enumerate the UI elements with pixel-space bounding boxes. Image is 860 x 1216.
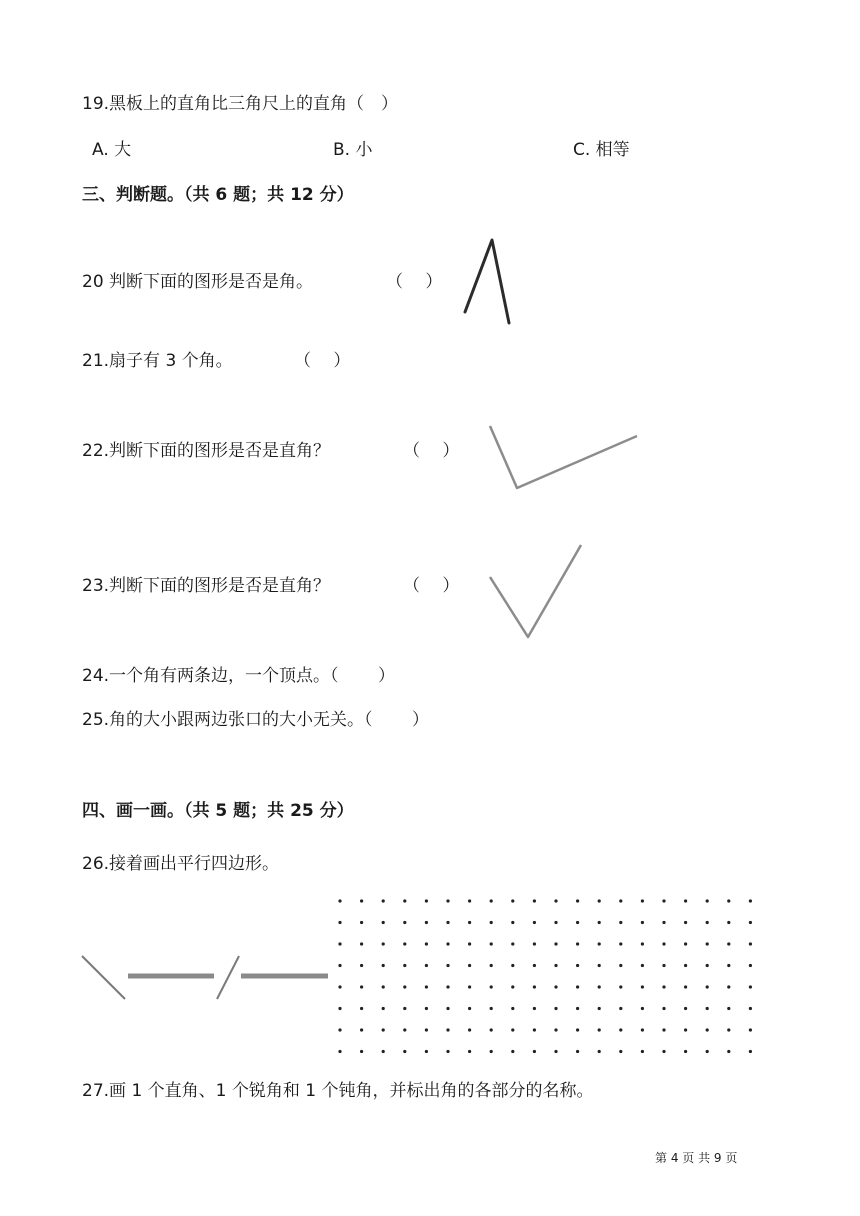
grid-dot (684, 964, 687, 967)
grid-dot (382, 899, 385, 902)
grid-dot (727, 899, 730, 902)
grid-dot (533, 942, 536, 945)
grid-dot (338, 1007, 341, 1010)
grid-dot (360, 921, 363, 924)
grid-dot (684, 921, 687, 924)
question-26-text: 26.接着画出平行四边形。 (82, 854, 280, 874)
grid-dot (619, 964, 622, 967)
grid-dot (403, 1028, 406, 1031)
grid-dot (338, 899, 341, 902)
grid-dot (338, 942, 341, 945)
grid-dot (511, 942, 514, 945)
grid-dot (684, 1028, 687, 1031)
question-23-angle-figure (480, 535, 595, 647)
grid-dot (662, 899, 665, 902)
question-19-text: 19.黑板上的直角比三角尺上的直角（ ） (82, 94, 399, 114)
question-22-text: 22.判断下面的图形是否是直角？ (82, 441, 331, 461)
grid-dot (511, 1050, 514, 1053)
grid-dot (576, 942, 579, 945)
grid-dot (425, 985, 428, 988)
grid-dot (533, 1050, 536, 1053)
question-22-answer-blank[interactable]: （ ） (403, 441, 460, 461)
grid-dot (619, 1007, 622, 1010)
grid-dot (641, 899, 644, 902)
grid-dot (425, 964, 428, 967)
grid-dot (598, 985, 601, 988)
question-21-answer-blank[interactable]: （ ） (294, 351, 351, 371)
grid-dot (338, 985, 341, 988)
grid-dot (382, 1050, 385, 1053)
grid-dot (727, 942, 730, 945)
grid-dot (403, 921, 406, 924)
grid-dot (727, 1028, 730, 1031)
question-24-text: 24.一个角有两条边，一个顶点。（ ） (82, 666, 395, 686)
grid-dot (468, 1028, 471, 1031)
grid-dot (382, 1028, 385, 1031)
grid-dot (706, 921, 709, 924)
option-c[interactable]: C. 相等 (573, 140, 630, 160)
page-number-footer: 第 4 页 共 9 页 (655, 1151, 738, 1165)
grid-dot (576, 1050, 579, 1053)
grid-dot (511, 1028, 514, 1031)
grid-dot (490, 899, 493, 902)
grid-dot (490, 985, 493, 988)
grid-dot (749, 1007, 752, 1010)
grid-dot (684, 942, 687, 945)
question-21-text: 21.扇子有 3 个角。 (82, 351, 233, 371)
grid-dot (619, 942, 622, 945)
grid-dot (706, 964, 709, 967)
grid-dot (446, 921, 449, 924)
grid-dot (749, 942, 752, 945)
grid-dot (749, 985, 752, 988)
grid-dot (338, 964, 341, 967)
grid-dot (446, 985, 449, 988)
question-23-text: 23.判断下面的图形是否是直角？ (82, 576, 331, 596)
question-20-answer-blank[interactable]: （ ） (386, 272, 443, 292)
grid-dot (360, 899, 363, 902)
grid-dot (662, 964, 665, 967)
grid-dot (468, 942, 471, 945)
grid-dot (511, 1007, 514, 1010)
grid-dot (727, 1050, 730, 1053)
grid-dot (684, 1050, 687, 1053)
question-27-text: 27.画 1 个直角、1 个锐角和 1 个钝角，并标出角的各部分的名称。 (82, 1081, 594, 1101)
grid-dot (446, 964, 449, 967)
grid-dot (490, 1050, 493, 1053)
question-22-angle-figure (480, 418, 650, 503)
grid-dot (554, 942, 557, 945)
grid-dot (554, 899, 557, 902)
question-23-answer-blank[interactable]: （ ） (403, 576, 460, 596)
grid-dot (446, 899, 449, 902)
grid-dot (598, 942, 601, 945)
grid-dot (468, 1050, 471, 1053)
grid-dot (360, 964, 363, 967)
grid-dot (554, 1050, 557, 1053)
grid-dot (446, 1050, 449, 1053)
grid-dot (598, 1050, 601, 1053)
question-25-text: 25.角的大小跟两边张口的大小无关。（ ） (82, 710, 429, 730)
grid-dot (511, 964, 514, 967)
grid-dot (749, 964, 752, 967)
grid-dot (576, 985, 579, 988)
grid-dot (425, 1028, 428, 1031)
grid-dot (554, 964, 557, 967)
grid-dot (533, 921, 536, 924)
grid-dot (598, 921, 601, 924)
grid-dot (403, 964, 406, 967)
grid-dot (468, 921, 471, 924)
grid-dot (468, 899, 471, 902)
grid-dot (706, 899, 709, 902)
grid-dot (598, 1028, 601, 1031)
grid-dot (511, 921, 514, 924)
grid-dot (490, 964, 493, 967)
grid-dot (576, 899, 579, 902)
grid-dot (662, 1007, 665, 1010)
grid-dot (554, 921, 557, 924)
grid-dot (533, 899, 536, 902)
grid-dot (490, 942, 493, 945)
grid-dot (619, 899, 622, 902)
grid-dot (468, 985, 471, 988)
grid-dot (446, 1007, 449, 1010)
grid-dot (641, 1050, 644, 1053)
grid-dot (641, 985, 644, 988)
grid-dot (727, 921, 730, 924)
section-3-heading: 三、判断题。（共 6 题；共 12 分） (82, 185, 354, 205)
grid-dot (425, 899, 428, 902)
grid-dot (641, 964, 644, 967)
grid-dot (403, 1050, 406, 1053)
grid-dot (619, 985, 622, 988)
grid-dot (684, 985, 687, 988)
grid-dot (425, 921, 428, 924)
grid-dot (706, 985, 709, 988)
grid-dot (727, 985, 730, 988)
grid-dot (382, 985, 385, 988)
grid-dot (425, 1050, 428, 1053)
grid-dot (403, 942, 406, 945)
grid-dot (533, 964, 536, 967)
grid-dot (360, 942, 363, 945)
grid-dot (749, 1050, 752, 1053)
grid-dot (490, 1028, 493, 1031)
grid-dot (576, 964, 579, 967)
grid-dot (382, 942, 385, 945)
grid-dot (382, 964, 385, 967)
grid-dot (576, 1007, 579, 1010)
grid-dot (360, 1007, 363, 1010)
grid-dot (576, 1028, 579, 1031)
question-20-text: 20 判断下面的图形是否是角。 (82, 272, 314, 292)
grid-dot (727, 1007, 730, 1010)
grid-dot (727, 964, 730, 967)
grid-dot (554, 1028, 557, 1031)
grid-dot (662, 1050, 665, 1053)
grid-dot (403, 899, 406, 902)
question-20-angle-figure (455, 232, 525, 332)
grid-dot (490, 921, 493, 924)
grid-dot (662, 1028, 665, 1031)
grid-dot (749, 1028, 752, 1031)
grid-dot (533, 1007, 536, 1010)
grid-dot (598, 1007, 601, 1010)
grid-dot (511, 899, 514, 902)
option-a[interactable]: A. 大 (92, 140, 132, 160)
grid-dot (641, 921, 644, 924)
grid-dot (382, 1007, 385, 1010)
grid-dot (641, 1007, 644, 1010)
option-b[interactable]: B. 小 (333, 140, 373, 160)
grid-dot (425, 1007, 428, 1010)
grid-dot (619, 1050, 622, 1053)
grid-dot (749, 899, 752, 902)
grid-dot (360, 1050, 363, 1053)
grid-dot (468, 1007, 471, 1010)
grid-dot (641, 1028, 644, 1031)
grid-dot (533, 1028, 536, 1031)
grid-dot (360, 1028, 363, 1031)
grid-dot (706, 1028, 709, 1031)
grid-dot (338, 1028, 341, 1031)
grid-dot (338, 1050, 341, 1053)
grid-dot (684, 1007, 687, 1010)
grid-dot (554, 1007, 557, 1010)
grid-dot (706, 1050, 709, 1053)
grid-dot (662, 921, 665, 924)
grid-dot (619, 1028, 622, 1031)
grid-dot (598, 964, 601, 967)
grid-dot (338, 921, 341, 924)
grid-dot (706, 1007, 709, 1010)
grid-dot (425, 942, 428, 945)
grid-dot (403, 1007, 406, 1010)
grid-dot (554, 985, 557, 988)
grid-dot (662, 985, 665, 988)
section-4-heading: 四、画一画。（共 5 题；共 25 分） (82, 801, 354, 821)
grid-dot (511, 985, 514, 988)
grid-dot (490, 1007, 493, 1010)
grid-dot (684, 899, 687, 902)
grid-dot (598, 899, 601, 902)
parallelogram-pattern-figure (78, 948, 333, 1004)
grid-dot (619, 921, 622, 924)
grid-dot (749, 921, 752, 924)
grid-dot (446, 1028, 449, 1031)
grid-dot (662, 942, 665, 945)
grid-dot (360, 985, 363, 988)
grid-dot (641, 942, 644, 945)
grid-dot (446, 942, 449, 945)
grid-dot (533, 985, 536, 988)
dot-grid[interactable] (330, 893, 780, 1058)
grid-dot (576, 921, 579, 924)
grid-dot (382, 921, 385, 924)
grid-dot (403, 985, 406, 988)
grid-dot (706, 942, 709, 945)
grid-dot (468, 964, 471, 967)
